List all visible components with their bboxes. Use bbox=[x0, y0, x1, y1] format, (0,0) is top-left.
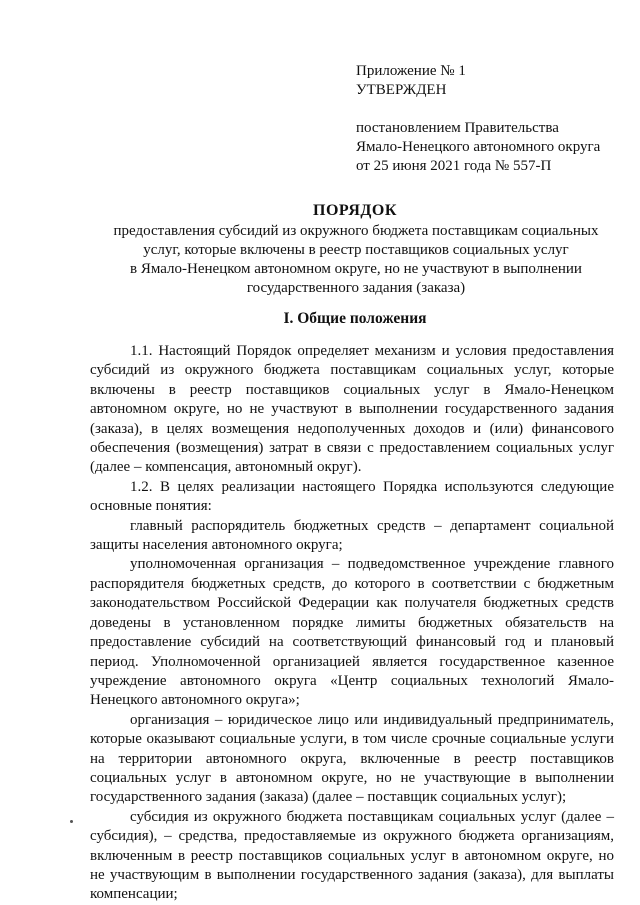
document-subtitle bbox=[86, 222, 626, 298]
subtitle-line: услуг, которые включены в реестр поставщиков социальных услуг bbox=[143, 242, 569, 258]
paragraph-1-2: 1.2. В целях реализации настоящего Порядка используются следующие основные понятия: bbox=[90, 478, 614, 515]
approval-line-1: постановлением Правительства bbox=[356, 120, 559, 136]
approved-label: УТВЕРЖДЕН bbox=[356, 82, 447, 98]
approval-line-3: от 25 июня 2021 года № 557-П bbox=[356, 158, 552, 174]
approval-line-2: Ямало-Ненецкого автономного округа bbox=[356, 139, 601, 155]
subtitle-line: предоставления субсидий из окружного бюджета поставщикам социальных bbox=[113, 223, 599, 239]
subtitle-line: в Ямало-Ненецком автономном округе, но не участвуют в выполнении bbox=[130, 261, 582, 277]
definition-main-distributor: главный распорядитель бюджетных средств – департамент социальной защиты населения автономного округа; bbox=[90, 517, 614, 554]
appendix-label: Приложение № 1 bbox=[356, 63, 466, 79]
definition-subsidy: субсидия из окружного бюджета поставщикам социальных услуг (далее – субсидия), – средства, предоставляемые из окружного бюджета организациям, включенным в реестр поставщиков социальных услуг в автономном округе, но не участвующим в выполнении государственного задания (заказа), для выплаты компенсации; bbox=[90, 808, 614, 903]
subtitle-line: государственного задания (заказа) bbox=[246, 280, 466, 296]
spacer bbox=[356, 100, 626, 119]
margin-dot bbox=[70, 820, 73, 823]
document-body bbox=[90, 342, 614, 905]
paragraph-1-1: 1.1. Настоящий Порядок определяет механизм и условия предоставления субсидий из окружного бюджета поставщикам социальных услуг, которые включены в реестр поставщиков социальных услуг в Ямало-Ненецком автономном округе, но не участвуют в выполнении государственного задания (заказа), в целях возмещения недополученных доходов и (или) финансового обеспечения (возмещения) затрат в связи с предоставлением социальных услуг (далее – компенсация, автономный округ). bbox=[90, 343, 614, 476]
document-title: ПОРЯДОК bbox=[313, 202, 397, 219]
definition-authorized-organization: уполномоченная организация – подведомственное учреждение главного распорядителя бюджетных средств, до которого в соответствии с бюджетным законодательством Российской Федерации как получателя бюджетных средств доведены в установленном порядке лимиты бюджетных обязательств на предоставление субсидий на соответствующий финансовый год и плановый период. Уполномоченной организацией является государственное казенное учреждение автономного округа «Центр социальных технологий Ямало-Ненецкого автономного округа»; bbox=[90, 556, 614, 709]
approval-block bbox=[356, 62, 626, 176]
definition-organization: организация – юридическое лицо или индивидуальный предприниматель, которые оказывают социальные услуги, в том числе срочные социальные услуги на территории автономного округа, включенные в реестр поставщиков социальных услуг в автономном округе, но не участвующие в выполнении государственного задания (заказа) (далее – поставщик социальных услуг); bbox=[90, 711, 614, 806]
section-heading: I. Общие положения bbox=[283, 310, 427, 327]
